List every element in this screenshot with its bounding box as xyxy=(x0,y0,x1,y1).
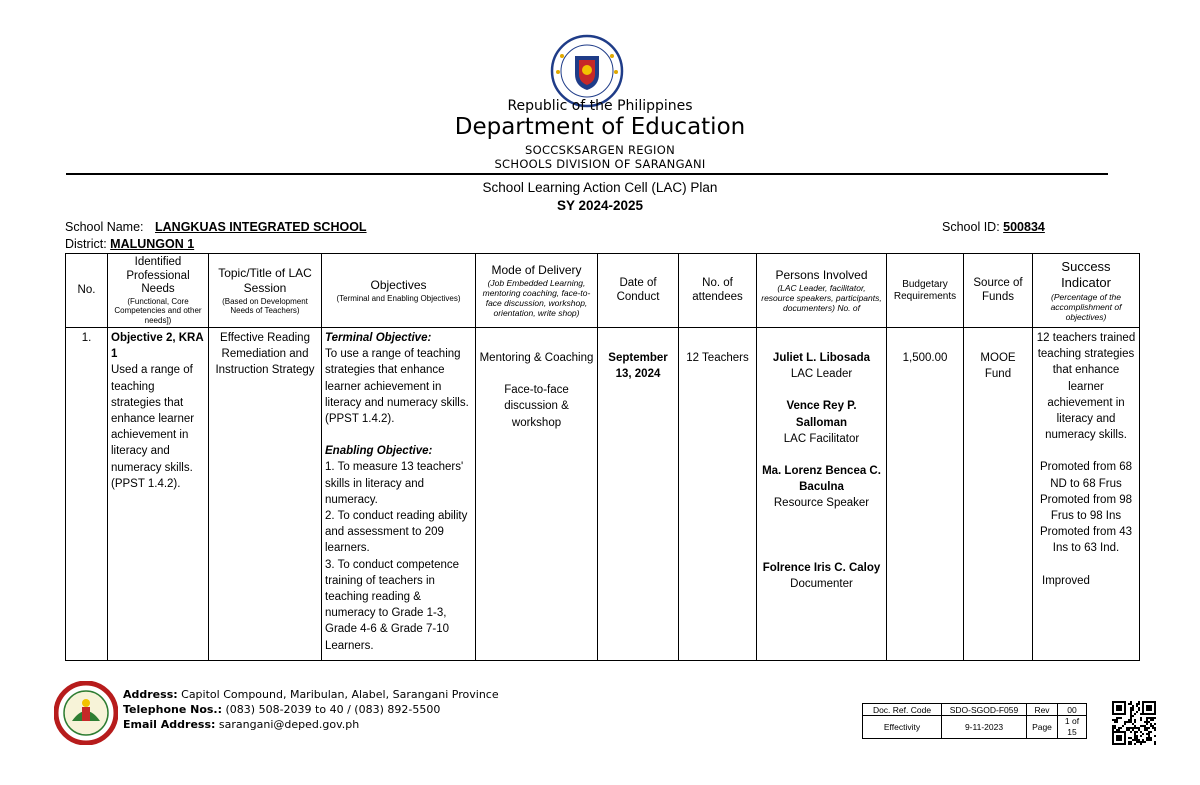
table-header-row xyxy=(66,254,1140,328)
col-header-date: Date of Conduct xyxy=(598,254,679,328)
attendees-count: 12 Teachers xyxy=(686,352,749,364)
col-header-objectives xyxy=(322,254,476,328)
email-value[interactable]: sarangani@deped.gov.ph xyxy=(218,718,360,731)
district-value: MALUNGON 1 xyxy=(110,237,195,251)
budget-amount: 1,500.00 xyxy=(902,352,948,364)
objectives-header-note: (Terminal and Enabling Objectives) xyxy=(336,293,461,303)
needs-header-title: Identified Professional Needs xyxy=(126,256,190,296)
person-4-role: Documenter xyxy=(790,577,853,590)
enabling-objective-1: 1. To measure 13 teachers' skills in literacy and numeracy. xyxy=(325,461,464,506)
terminal-objective-text: To use a range of teaching strategies that enhance learner achievement in literacy and numeracy skills. (PPST 1.4.2). xyxy=(325,348,469,426)
col-header-no: No. xyxy=(66,254,108,328)
deped-seal-logo xyxy=(550,34,624,108)
col-header-persons xyxy=(757,254,887,328)
address-value: Capitol Compound, Maribulan, Alabel, Sarangani Province xyxy=(181,688,499,701)
person-3-name: Ma. Lorenz Bencea C. Baculna xyxy=(762,465,881,494)
person-1-role: LAC Leader xyxy=(790,368,853,381)
success-indicator-5: Improved xyxy=(1042,574,1090,587)
phone-value: (083) 508-2039 to 40 / (083) 892-5500 xyxy=(225,703,441,716)
success-indicator-1: 12 teachers trained teaching strategies that enhance learner achievement in literacy and numeracy skills. xyxy=(1036,332,1136,442)
topic-header-note: (Based on Development Needs of Teachers) xyxy=(222,296,308,316)
division-seal-logo xyxy=(54,681,118,745)
needs-header-note: (Functional, Core Competencies and other needs]) xyxy=(114,296,202,325)
school-id-value: 500834 xyxy=(1003,220,1045,234)
school-year: SY 2024-2025 xyxy=(556,198,644,213)
phone-label: Telephone Nos.: xyxy=(123,703,223,716)
footer-address xyxy=(123,688,499,701)
person-2-name: Vence Rey P. Salloman xyxy=(786,400,857,429)
date-of-conduct: September 13, 2024 xyxy=(608,352,668,381)
cell-funds xyxy=(964,328,1033,661)
address-label: Address: xyxy=(123,688,178,701)
topic-header-title: Topic/Title of LAC Session xyxy=(218,265,312,296)
person-4-name: Folrence Iris C. Caloy xyxy=(762,561,881,574)
cell-mode xyxy=(476,328,598,661)
cell-topic: Effective Reading Remediation and Instruction Strategy xyxy=(209,328,322,661)
district-label: District: xyxy=(65,237,107,251)
enabling-objective-3: 3. To conduct competence training of teachers in teaching reading & numeracy to Grade 1-3, Grade 4-6 & Grade 7-10 Learners. xyxy=(325,558,460,652)
school-name-label: School Name: xyxy=(65,220,144,234)
doc-code-label: Doc. Ref. Code xyxy=(863,704,942,716)
division-line: SCHOOLS DIVISION OF SARANGANI xyxy=(494,157,706,171)
effectivity-label: Effectivity xyxy=(863,716,942,739)
col-header-attendees: No. of attendees xyxy=(679,254,757,328)
mode-mentoring: Mentoring & Coaching xyxy=(479,352,594,364)
cell-objectives xyxy=(322,328,476,661)
person-3-role: Resource Speaker xyxy=(773,497,870,510)
page-label: Page xyxy=(1027,716,1058,739)
mode-header-title: Mode of Delivery xyxy=(491,262,582,277)
header-divider xyxy=(66,173,1108,175)
document-control-table xyxy=(862,703,1087,739)
table-row xyxy=(66,328,1140,661)
objectives-header-title: Objectives xyxy=(370,278,427,292)
cell-persons xyxy=(757,328,887,661)
needs-text: Used a range of teaching strategies that enhance learner achievement in literacy and numeracy skills. (PPST 1.4.2). xyxy=(111,364,195,490)
success-header-title: Success Indicator xyxy=(1061,258,1111,291)
col-header-budget: Budgetary Requirements xyxy=(887,254,964,328)
district-row xyxy=(65,237,194,251)
enabling-objective-2: 2. To conduct reading ability and assessment to 209 learners. xyxy=(325,510,468,555)
rev-value: 00 xyxy=(1058,704,1087,716)
document-title: School Learning Action Cell (LAC) Plan xyxy=(482,180,718,195)
cell-no: 1. xyxy=(66,328,108,661)
cell-success xyxy=(1033,328,1140,661)
cell-attendees xyxy=(679,328,757,661)
school-name-row xyxy=(65,220,367,234)
success-header-note: (Percentage of the accomplishment of objectives) xyxy=(1050,292,1122,323)
doc-code-value: SDO-SGOD-F059 xyxy=(942,704,1027,716)
needs-heading: Objective 2, KRA 1 xyxy=(111,332,204,361)
cell-budget xyxy=(887,328,964,661)
mode-face-to-face: Face-to-face discussion & workshop xyxy=(504,384,569,429)
terminal-objective-heading: Terminal Objective: xyxy=(325,332,432,344)
persons-header-note: (LAC Leader, facilitator, resource speakers, participants, documenters) No. of xyxy=(761,283,882,314)
success-indicator-4: Promoted from 43 Ins to 63 Ind. xyxy=(1039,526,1133,555)
col-header-topic xyxy=(209,254,322,328)
col-header-funds: Source of Funds xyxy=(964,254,1033,328)
person-1-name: Juliet L. Libosada xyxy=(772,352,871,364)
effectivity-value: 9-11-2023 xyxy=(942,716,1027,739)
department-name: Department of Education xyxy=(454,114,746,140)
enabling-objective-heading: Enabling Objective: xyxy=(325,445,433,458)
school-id-row xyxy=(942,220,1045,234)
lac-plan-table xyxy=(65,253,1140,661)
col-header-needs xyxy=(108,254,209,328)
person-2-role: LAC Facilitator xyxy=(783,432,860,445)
persons-header-title: Persons Involved xyxy=(775,267,868,282)
region-line: SOCCSKSARGEN REGION xyxy=(525,143,675,157)
col-header-mode xyxy=(476,254,598,328)
mode-header-note: (Job Embedded Learning, mentoring coaching, face-to-face discussion, workshop, orientation, write shop) xyxy=(482,278,591,319)
success-indicator-3: Promoted from 98 Frus to 98 Ins xyxy=(1039,493,1133,523)
footer-phone xyxy=(123,703,440,716)
footer-email xyxy=(123,718,359,731)
col-header-success xyxy=(1033,254,1140,328)
cell-date xyxy=(598,328,679,661)
school-name-value: LANGKUAS INTEGRATED SCHOOL xyxy=(155,220,367,234)
qr-code xyxy=(1112,701,1156,745)
rev-label: Rev xyxy=(1027,704,1058,716)
cell-needs xyxy=(108,328,209,661)
school-id-label: School ID: xyxy=(942,220,1000,234)
fund-source: MOOE Fund xyxy=(980,352,1016,381)
page-value: 1 of 15 xyxy=(1058,716,1087,739)
republic-line: Republic of the Philippines xyxy=(507,98,693,114)
success-indicator-2: Promoted from 68 ND to 68 Frus xyxy=(1039,461,1133,490)
email-label: Email Address: xyxy=(123,718,216,731)
